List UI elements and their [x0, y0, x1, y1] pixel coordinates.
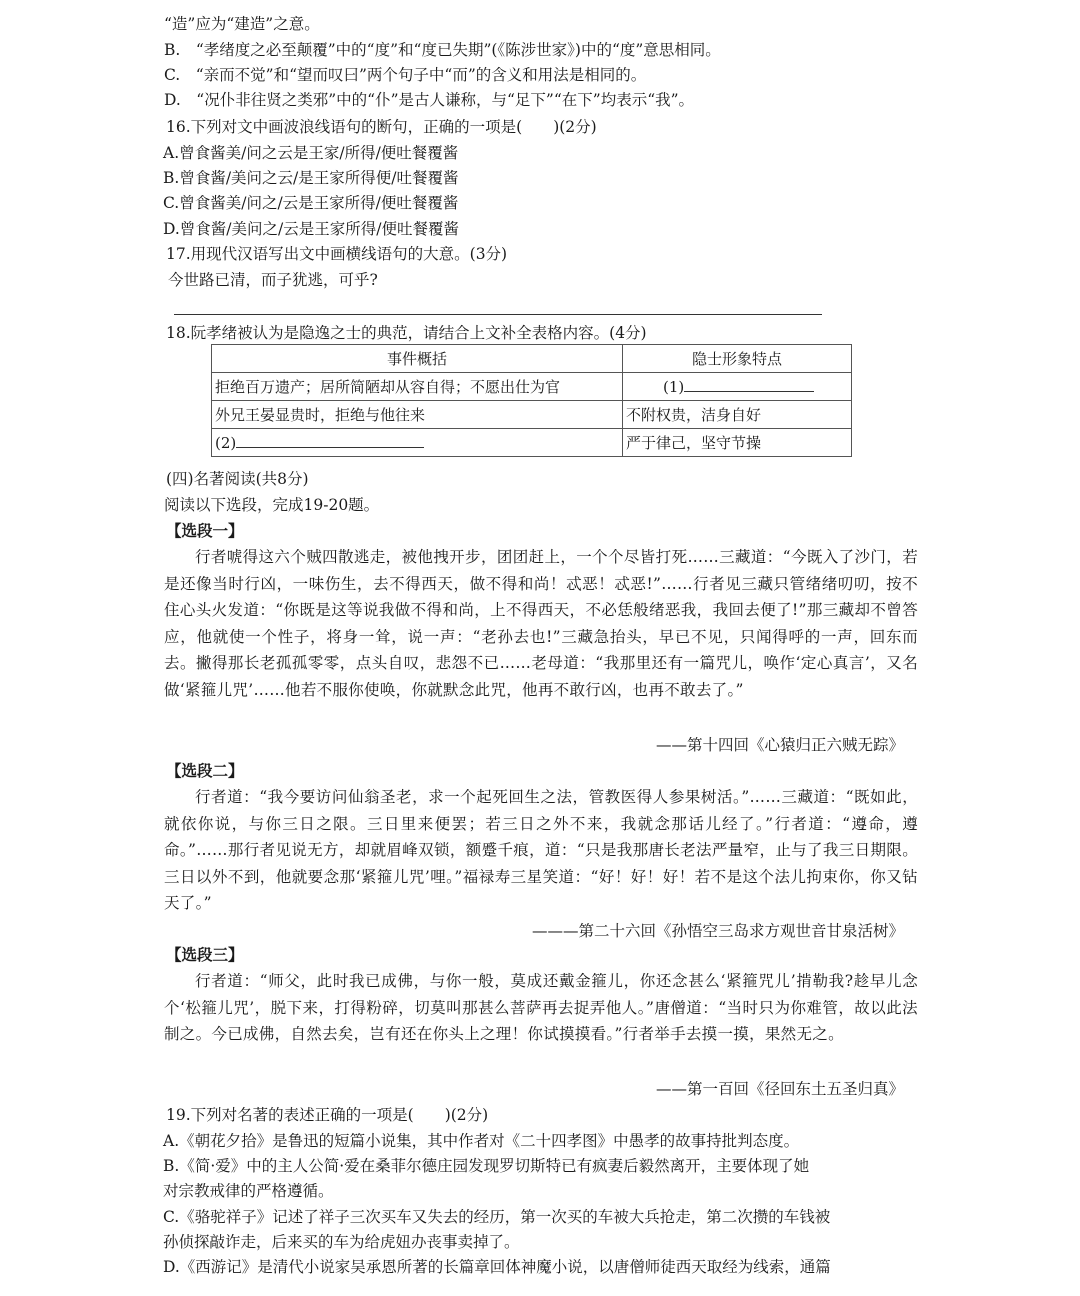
excerpt-2-label: 【选段二】 [166, 761, 244, 780]
table-cell-blank[interactable] [212, 429, 623, 457]
q16-option-c: C.曾食酱美/问之/云是王家所得/便吐餐覆酱 [163, 194, 459, 212]
table-row [212, 429, 852, 457]
q15-option-b: B. “孝绪度之必至颠覆”中的“度”和“度已失期”(《陈涉世家》)中的“度”意思相同。 [164, 41, 721, 59]
excerpt-1-text: 行者唬得这六个贼四散逃走，被他拽开步，团团赶上，一个个尽皆打死……三藏道：“今既入了沙门，若是还像当时行凶，一味伤生，去不得西天，做不得和尚！忒恶！忒恶!”……行者见三藏只管绪绪叨叨，按不住心头火发道：“你既是这等说我做不得和尚，上不得西天，不必恁般绪恶我，我回去便了!”那三藏却不曾答应，他就使一个性子，将身一耸，说一声：“老孙去也!”三藏急抬头，早已不见，只闻得呼的一声，回东而去。撇得那长老孤孤零零，点头自叹，悲怨不已……老母道：“我那里还有一篇咒儿，唤作‘定心真言’，又名做‘紧箍儿咒’……他若不服你使唤，你就默念此咒，他再不敢行凶，也再不敢去了。” [164, 548, 918, 699]
blank-label: (2) [215, 434, 237, 452]
q17-sentence: 今世路已清，而子犹逃，可乎? [168, 271, 378, 289]
excerpt-3-source: ——第一百回《径回东土五圣归真》 [655, 1080, 904, 1098]
q18-table [211, 344, 852, 457]
q19-option-a: A.《朝花夕拾》是鲁迅的短篇小说集，其中作者对《二十四孝图》中愚孝的故事持批判态度。 [163, 1132, 800, 1150]
q19-option-d-line1: D.《西游记》是清代小说家吴承恩所著的长篇章回体神魔小说，以唐僧师徒西天取经为线索，通篇 [163, 1258, 831, 1276]
section-intro: 阅读以下选段，完成19-20题。 [164, 496, 380, 514]
table-row [212, 373, 852, 401]
table-cell: 严于律己，坚守节操 [623, 429, 852, 457]
section-title: (四)名著阅读(共8分) [166, 470, 309, 488]
q19-option-c-line2: 孙侦探敲诈走，后来买的车为给虎妞办丧事卖掉了。 [163, 1233, 520, 1251]
q18-stem: 18.阮孝绪被认为是隐逸之士的典范，请结合上文补全表格内容。(4分) [166, 324, 647, 342]
q19-option-b-line1: B.《简·爱》中的主人公简·爱在桑菲尔德庄园发现罗切斯特已有疯妻后毅然离开，主要体现了她 [163, 1157, 810, 1175]
table-header-row [212, 345, 852, 373]
q19-option-c-line1: C.《骆驼祥子》记述了祥子三次买车又失去的经历，第一次买的车被大兵抢走，第二次攒的车钱被 [163, 1208, 831, 1226]
blank-label: (1) [663, 378, 685, 396]
excerpt-2-text: 行者道：“我今要访问仙翁圣老，求一个起死回生之法，管教医得人参果树活。”……三藏道：“既如此，就依你说，与你三日之限。三日里来便罢；若三日之外不来，我就念那话儿经了。”行者道：“遵命，遵命。”……那行者见说无方，却就眉峰双锁，额蹙千痕，道：“只是我那唐长老法严量窄，止与了我三日期限。三日以外不到，他就要念那‘紧箍儿咒’哩。”福禄寿三星笑道：“好！好！好！若不是这个法儿拘束你，你又钻天了。” [164, 788, 918, 912]
blank-2-line[interactable] [236, 431, 424, 448]
blank-1-line[interactable] [684, 375, 814, 392]
q15-option-d: D. “况仆非往贤之类邪”中的“仆”是古人谦称，与“足下”“在下”均表示“我”。 [164, 91, 695, 109]
table-cell: 外兄王晏显贵时，拒绝与他往来 [212, 401, 623, 429]
table-cell: 拒绝百万遗产；居所简陋却从容自得；不愿出仕为官 [212, 373, 623, 401]
q16-option-d: D.曾食酱/美问之/云是王家所得/便吐餐覆酱 [163, 220, 459, 238]
table-header-event: 事件概括 [212, 345, 623, 373]
q16-stem: 16.下列对文中画波浪线语句的断句，正确的一项是( )(2分) [166, 118, 597, 136]
excerpt-3-label: 【选段三】 [166, 945, 244, 964]
q19-stem: 19.下列对名著的表述正确的一项是( )(2分) [166, 1106, 489, 1124]
excerpt-1-label: 【选段一】 [166, 521, 244, 540]
excerpt-2-source: ———第二十六回《孙悟空三岛求方观世音甘泉活树》 [531, 922, 904, 940]
table-cell: 不附权贵，洁身自好 [623, 401, 852, 429]
q16-option-a: A.曾食酱美/问之云是王家/所得/便吐餐覆酱 [163, 144, 459, 162]
q19-option-b-line2: 对宗教戒律的严格遵循。 [163, 1182, 334, 1200]
excerpt-3-text: 行者道：“师父，此时我已成佛，与你一般，莫成还戴金箍儿，你还念甚么‘紧箍咒儿’掯勒我?趁早儿念个‘松箍儿咒’，脱下来，打得粉碎，切莫叫那甚么菩萨再去捉弄他人。”唐僧道：“当时只为你难管，故以此法制之。今已成佛，自然去矣，岂有还在你头上之理！你试摸摸看。”行者举手去摸一摸，果然无之。 [164, 972, 918, 1043]
q15-option-c: C. “亲而不觉”和“望而叹曰”两个句子中“而”的含义和用法是相同的。 [164, 66, 647, 84]
q17-answer-line[interactable] [174, 314, 822, 315]
table-header-trait: 隐士形象特点 [623, 345, 852, 373]
table-cell-blank[interactable] [623, 373, 852, 401]
table-row [212, 401, 852, 429]
q16-option-b: B.曾食酱/美问之云/是王家所得便/吐餐覆酱 [163, 169, 459, 187]
excerpt-1-source: ——第十四回《心猿归正六贼无踪》 [655, 736, 904, 754]
q17-stem: 17.用现代汉语写出文中画横线语句的大意。(3分) [166, 245, 508, 263]
q15-line-0: “造”应为“建造”之意。 [164, 15, 320, 33]
